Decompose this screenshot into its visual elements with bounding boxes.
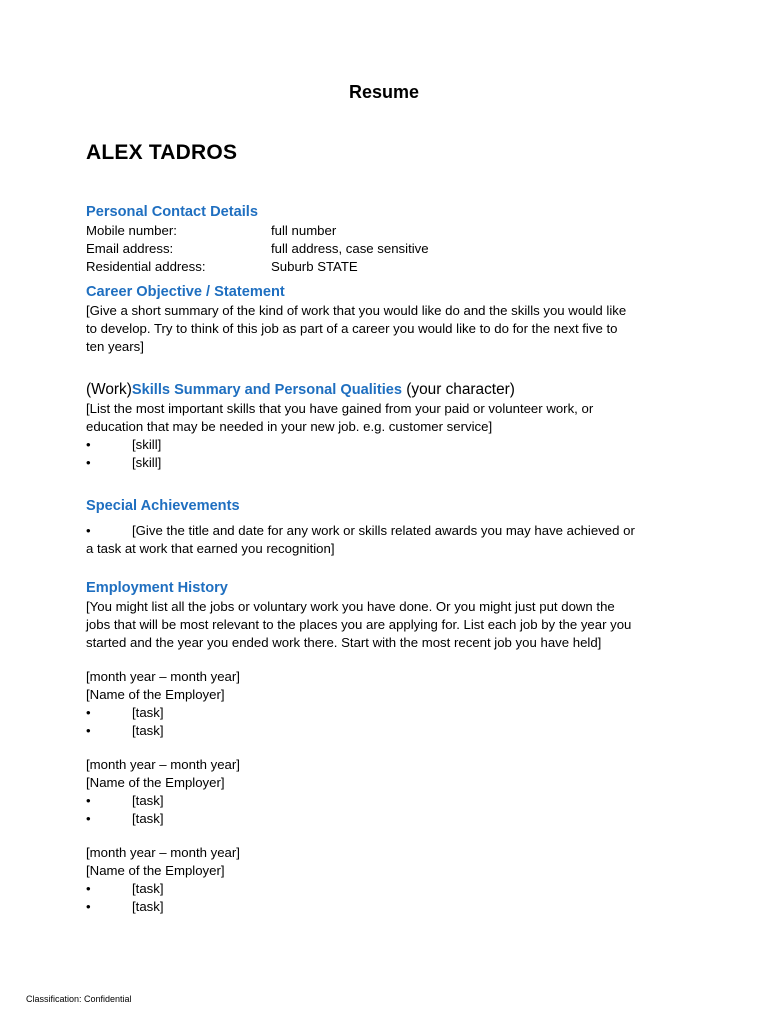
skill-text: [skill] — [132, 455, 162, 470]
job-entry — [86, 756, 686, 828]
contact-row-mobile — [86, 222, 686, 240]
bullet-glyph: • — [86, 455, 91, 470]
employment-line: [You might list all the jobs or voluntary work you have done. Or you might just put down the — [86, 599, 615, 614]
task-item — [86, 810, 686, 828]
bullet-glyph: • — [86, 811, 91, 826]
contact-value: full number — [271, 223, 337, 238]
bullet-glyph: • — [86, 881, 91, 896]
task-item — [86, 792, 686, 810]
bullet-glyph: • — [86, 437, 91, 452]
task-text: [task] — [132, 811, 164, 826]
task-text: [task] — [132, 723, 164, 738]
skills-text — [86, 400, 686, 436]
task-item — [86, 898, 686, 916]
skill-item — [86, 436, 686, 454]
job-employer: [Name of the Employer] — [86, 775, 225, 790]
contact-value: full address, case sensitive — [271, 241, 429, 256]
job-entry — [86, 668, 686, 740]
employment-heading: Employment History — [86, 580, 228, 596]
skills-heading-main: Skills Summary and Personal Qualities — [131, 382, 402, 398]
job-entry — [86, 844, 686, 916]
task-item — [86, 704, 686, 722]
skills-line: education that may be needed in your new job. e.g. customer service] — [86, 419, 493, 434]
job-period: [month year – month year] — [86, 669, 240, 684]
achievements-heading: Special Achievements — [86, 498, 240, 514]
task-text: [task] — [132, 899, 164, 914]
objective-line: ten years] — [86, 339, 144, 354]
skills-heading-suffix: (your character) — [401, 381, 515, 398]
contact-row-address — [86, 258, 686, 276]
skill-text: [skill] — [132, 437, 162, 452]
bullet-glyph: • — [86, 793, 91, 808]
skills-line: [List the most important skills that you have gained from your paid or volunteer work, or — [86, 401, 594, 416]
skills-heading-prefix: (Work) — [86, 381, 132, 398]
task-item — [86, 722, 686, 740]
skill-item — [86, 454, 686, 472]
contact-label: Residential address: — [86, 259, 206, 274]
job-employer: [Name of the Employer] — [86, 863, 225, 878]
task-text: [task] — [132, 881, 164, 896]
contact-value: Suburb STATE — [271, 259, 358, 274]
job-employer: [Name of the Employer] — [86, 687, 225, 702]
classification-footer: Classification: Confidential — [26, 994, 132, 1004]
achievement-line: a task at work that earned you recognition] — [86, 541, 335, 556]
employment-text — [86, 598, 686, 652]
candidate-name: ALEX TADROS — [86, 141, 238, 164]
bullet-glyph: • — [86, 899, 91, 914]
achievement-item — [86, 522, 686, 558]
employment-line: jobs that will be most relevant to the places you are applying for. List each job by the year you — [86, 617, 632, 632]
contact-row-email — [86, 240, 686, 258]
bullet-glyph: • — [86, 523, 91, 538]
skills-heading — [86, 380, 686, 400]
employment-line: started and the year you ended work there. Start with the most recent job you have held] — [86, 635, 602, 650]
job-period: [month year – month year] — [86, 757, 240, 772]
resume-body — [86, 202, 686, 916]
task-text: [task] — [132, 793, 164, 808]
achievement-line: [Give the title and date for any work or skills related awards you may have achieved or — [132, 523, 635, 538]
objective-line: [Give a short summary of the kind of work that you would like do and the skills you would like — [86, 303, 627, 318]
job-period: [month year – month year] — [86, 845, 240, 860]
bullet-glyph: • — [86, 723, 91, 738]
bullet-glyph: • — [86, 705, 91, 720]
task-text: [task] — [132, 705, 164, 720]
task-item — [86, 880, 686, 898]
document-title: Resume — [348, 82, 420, 102]
contact-label: Email address: — [86, 241, 174, 256]
objective-line: to develop. Try to think of this job as part of a career you would like to do for the next five to — [86, 321, 618, 336]
contact-label: Mobile number: — [86, 223, 177, 238]
objective-heading: Career Objective / Statement — [86, 284, 285, 300]
objective-text — [86, 302, 686, 356]
contact-details — [86, 222, 686, 276]
contact-heading: Personal Contact Details — [86, 204, 258, 220]
